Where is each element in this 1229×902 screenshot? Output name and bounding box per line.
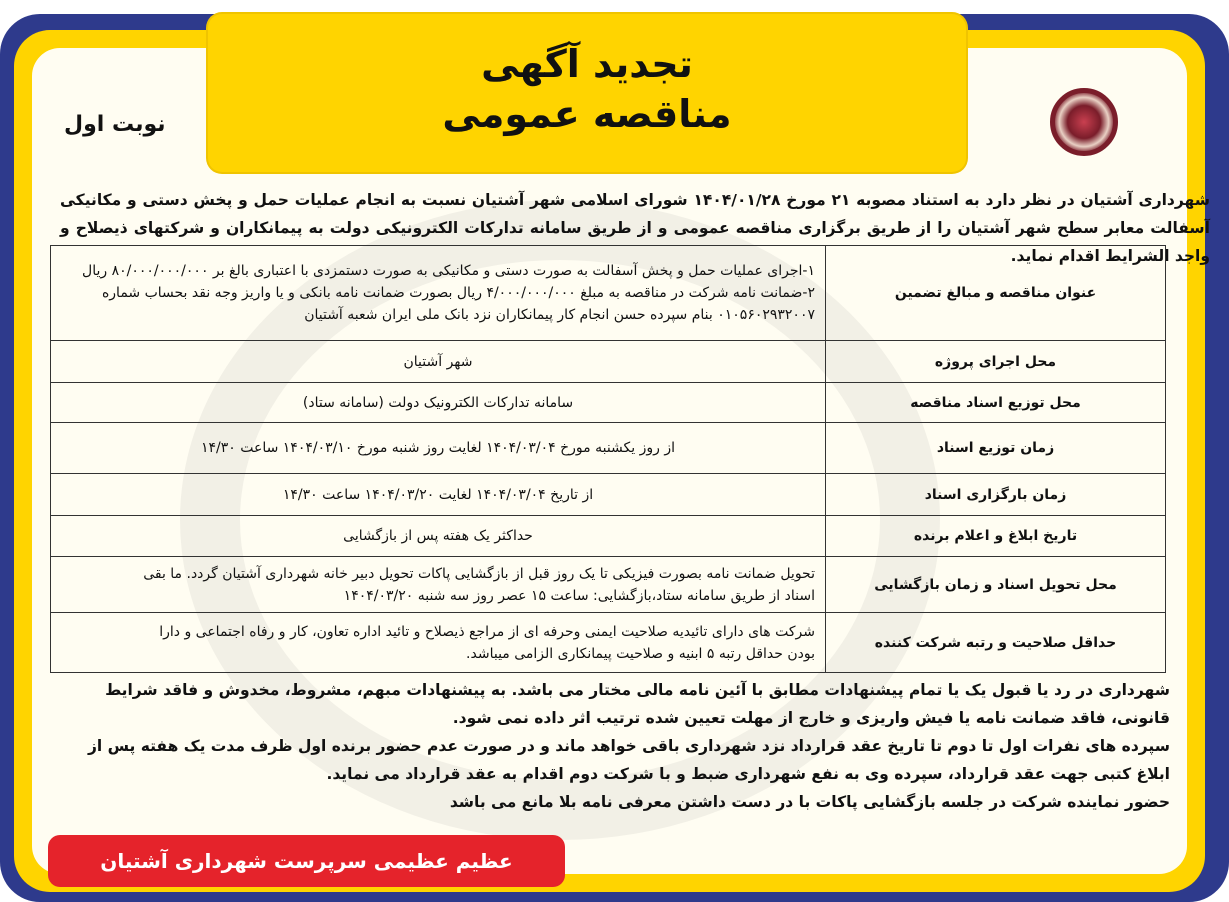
row-value-line: سامانه تدارکات الکترونیک دولت (سامانه ستاد) — [302, 394, 574, 411]
table-row — [51, 341, 1166, 383]
note: سپرده های نفرات اول تا دوم تا تاریخ عقد قرارداد نزد شهرداری باقی خواهد ماند و در صورت عدم حضور برنده اول ظرف مدت یک هفته پس از ابلاغ کتبی جهت عقد قرارداد، سپرده وی به نفع شهرداری ضبط و با شرکت دوم اقدام به عقد قرارداد می نماید. — [87, 737, 1170, 783]
row-value-line: ۱-اجرای عملیات حمل و پخش آسفالت به صورت دستی و مکانیکی به صورت دستمزدی با اعتباری بالغ بر ۸۰/۰۰۰/۰۰۰/۰۰۰ ریال — [82, 263, 815, 279]
row-label: حداقل صلاحیت و رتبه شرکت کننده — [826, 613, 1166, 673]
row-value-line: تحویل ضمانت نامه بصورت فیزیکی تا یک روز قبل از بازگشایی پاکات تحویل دبیر خانه شهرداری آشتیان گردد. ما بقی — [143, 565, 815, 582]
title-line-2: مناقصه عمومی — [442, 92, 732, 136]
turn-label: نوبت اول — [64, 112, 166, 137]
table-row — [51, 613, 1166, 673]
intro-paragraph: شهرداری آشتیان در نظر دارد به استناد مصوبه ۲۱ مورخ ۱۴۰۴/۰۱/۲۸ شورای اسلامی شهر آشتیان نسبت به انجام عملیات حمل و پخش دستی و مکانیکی آسفالت معابر سطح شهر آشتیان را از طریق برگزاری مناقصه عمومی و از طریق سامانه تدارکات الکترونیکی دولت به پیمانکاران و شرکتهای ذیصلاح و واجد الشرایط اقدام نماید. — [60, 191, 1211, 265]
row-label: محل توزیع اسناد مناقصه — [826, 383, 1166, 423]
row-value — [51, 474, 826, 516]
table-row — [51, 423, 1166, 474]
tender-table — [50, 245, 1166, 673]
notes — [60, 676, 1170, 816]
row-value-line: از روز یکشنبه مورخ ۱۴۰۴/۰۳/۰۴ لغایت روز شنبه مورخ ۱۴۰۴/۰۳/۱۰ ساعت ۱۴/۳۰ — [200, 440, 675, 456]
row-value — [51, 383, 826, 423]
row-value-line: از تاریخ ۱۴۰۴/۰۳/۰۴ لغایت ۱۴۰۴/۰۳/۲۰ ساعت ۱۴/۳۰ — [282, 486, 594, 503]
row-value — [51, 557, 826, 613]
municipality-logo-icon — [1050, 88, 1118, 156]
row-value — [51, 423, 826, 474]
row-label: محل تحویل اسناد و زمان بازگشایی — [826, 557, 1166, 613]
row-label: زمان بارگزاری اسناد — [826, 474, 1166, 516]
row-value-line: شهر آشتیان — [403, 353, 473, 370]
row-value-line: ۰۱۰۵۶۰۲۹۳۲۰۰۷ بنام سپرده حسن انجام کار پیمانکاران نزد بانک ملی ایران شعبه آشتیان — [304, 307, 815, 323]
row-label: محل اجرای پروژه — [826, 341, 1166, 383]
row-value-line: شرکت های دارای تائیدیه صلاحیت ایمنی وحرفه ای از مراجع ذیصلاح و تائید اداره تعاون، کار و رفاه اجتماعی و دارا — [159, 623, 815, 640]
signature-banner: عظیم عظیمی سرپرست شهرداری آشتیان — [48, 835, 565, 887]
title-line-1: تجدید آگهی — [481, 42, 693, 86]
note: حضور نماینده شرکت در جلسه بازگشایی پاکات با در دست داشتن معرفی نامه بلا مانع می باشد — [449, 793, 1170, 811]
row-value-line: ۲-ضمانت نامه شرکت در مناقصه به مبلغ ۴/۰۰۰/۰۰۰/۰۰۰ ریال بصورت ضمانت نامه بانکی و یا واریز وجه نقد بحساب شماره — [101, 285, 815, 301]
table-row — [51, 516, 1166, 557]
row-value — [51, 246, 826, 341]
table-row — [51, 474, 1166, 516]
row-value-line: حداکثر یک هفته پس از بازگشایی — [343, 528, 533, 544]
note: شهرداری در رد یا قبول یک یا تمام پیشنهادات مطابق با آئین نامه مالی مختار می باشد. به پیشنهادات مبهم، مشروط، مخدوش و فاقد شرایط قانونی، فاقد ضمانت نامه یا فیش واریزی و خارج از مهلت تعیین شده ترتیب اثر داده نمی شود. — [105, 681, 1170, 727]
row-label: تاریخ ابلاغ و اعلام برنده — [826, 516, 1166, 557]
row-value-line: اسناد از طریق سامانه ستاد،بازگشایی: ساعت ۱۵ عصر روز سه شنبه ۱۴۰۴/۰۳/۲۰ — [343, 587, 815, 604]
row-label: زمان توزیع اسناد — [826, 423, 1166, 474]
row-value — [51, 341, 826, 383]
table-row — [51, 557, 1166, 613]
row-label: عنوان مناقصه و مبالغ تضمین — [826, 246, 1166, 341]
title-box — [208, 14, 966, 172]
row-value-line: بودن حداقل رتبه ۵ ابنیه و صلاحیت پیمانکاری الزامی میباشد. — [466, 645, 815, 662]
table-row — [51, 383, 1166, 423]
table-row — [51, 246, 1166, 341]
row-value — [51, 516, 826, 557]
row-value — [51, 613, 826, 673]
